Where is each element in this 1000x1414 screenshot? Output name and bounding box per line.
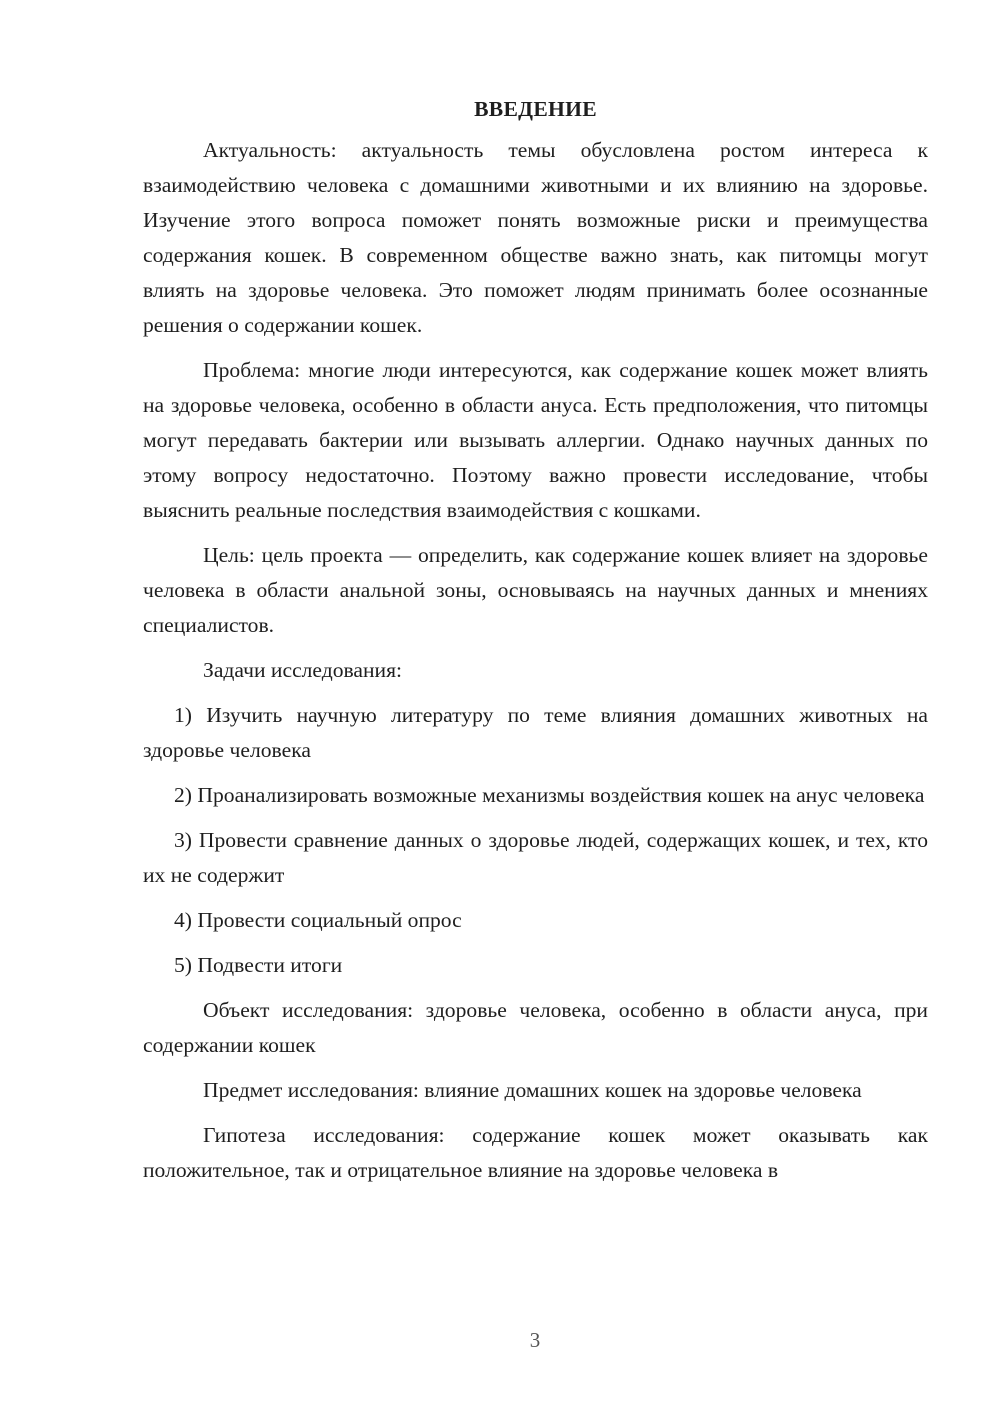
- document-page: [143, 92, 928, 1198]
- section-title: ВВЕДЕНИЕ: [474, 97, 597, 121]
- object-paragraph: Объект исследования: здоровье человека, особенно в области ануса, при содержании кошек: [143, 998, 928, 1057]
- relevance-paragraph: Актуальность: актуальность темы обусловлена ростом интереса к взаимодействию человека с домашними животными и их влиянию на здоровье. Изучение этого вопроса поможет понять возможные риски и преимущества содержания кошек. В современном обществе важно знать, как питомцы могут влиять на здоровье человека. Это поможет людям принимать более осознанные решения о содержании кошек.: [143, 138, 928, 337]
- task-item: 1) Изучить научную литературу по теме влияния домашних животных на здоровье человека: [143, 703, 928, 762]
- subject-paragraph: Предмет исследования: влияние домашних кошек на здоровье человека: [203, 1078, 862, 1102]
- goal-paragraph: Цель: цель проекта — определить, как содержание кошек влияет на здоровье человека в области анальной зоны, основываясь на научных данных и мнениях специалистов.: [143, 543, 928, 637]
- page-number: 3: [529, 1328, 541, 1352]
- task-item: 3) Провести сравнение данных о здоровье людей, содержащих кошек, и тех, кто их не содержит: [143, 828, 928, 887]
- task-item: 5) Подвести итоги: [174, 953, 343, 977]
- hypothesis-paragraph: Гипотеза исследования: содержание кошек может оказывать как положительное, так и отрицательное влияние на здоровье человека в: [143, 1123, 928, 1182]
- task-item: 2) Проанализировать возможные механизмы воздействия кошек на анус человека: [174, 783, 925, 807]
- problem-paragraph: Проблема: многие люди интересуются, как содержание кошек может влиять на здоровье человека, особенно в области ануса. Есть предположения, что питомцы могут передавать бактерии или вызывать аллергии. Однако научных данных по этому вопросу недостаточно. Поэтому важно провести исследование, чтобы выяснить реальные последствия взаимодействия с кошками.: [143, 358, 928, 522]
- task-item: 4) Провести социальный опрос: [174, 908, 462, 932]
- tasks-heading: Задачи исследования:: [203, 658, 403, 682]
